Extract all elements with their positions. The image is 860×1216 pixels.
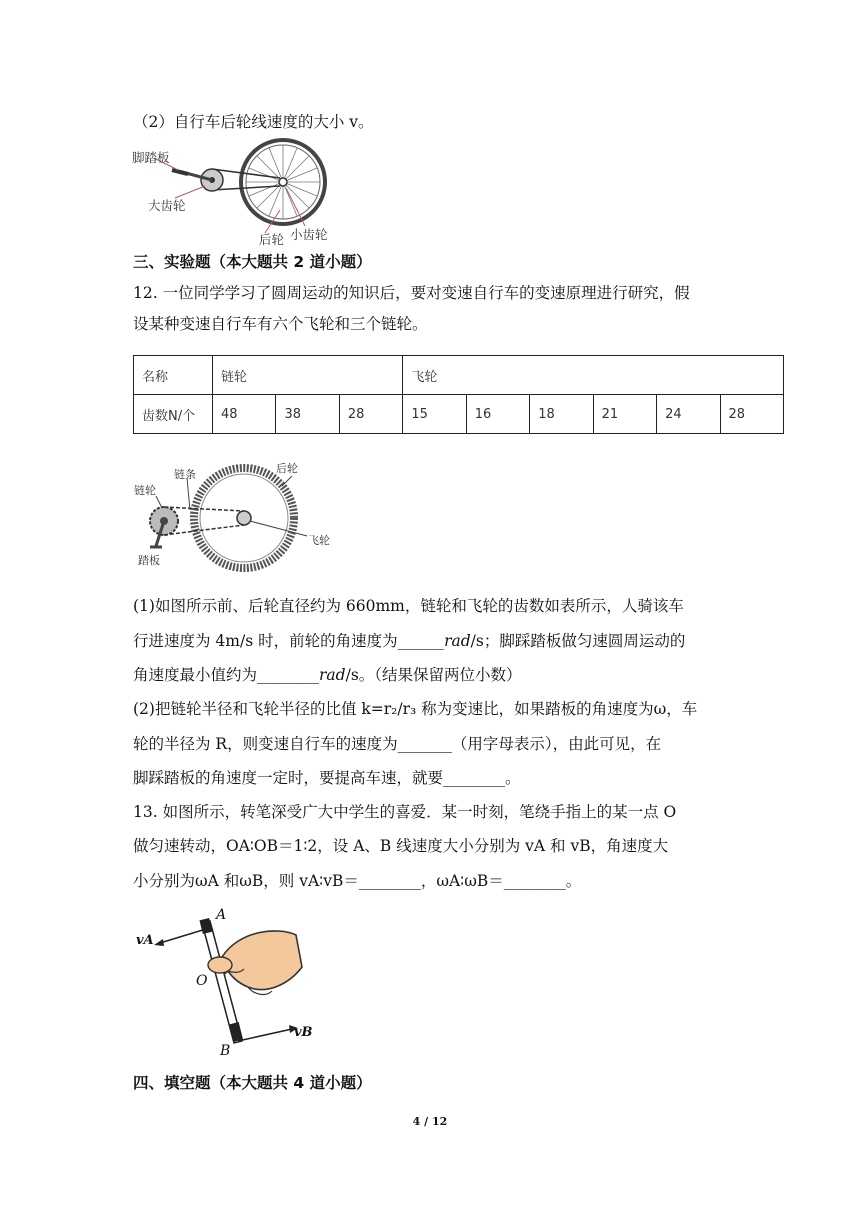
table-cell: 24 bbox=[657, 395, 720, 434]
bicycle-gear-figure bbox=[130, 138, 340, 248]
q13-line3: 小分别为ωA 和ωB，则 vA∶vB＝________，ωA∶ωB＝________。 bbox=[133, 872, 582, 890]
big-gear-label: 大齿轮 bbox=[148, 198, 186, 213]
point-o-label: O bbox=[196, 973, 208, 989]
table-header-row bbox=[134, 356, 784, 395]
q12-part2-line2: 轮的半径为 R，则变速自行车的速度为_______（用字母表示），由此可见，在 bbox=[133, 735, 662, 753]
q12-part1-line2 bbox=[133, 630, 685, 652]
velocity-a-label: vA bbox=[136, 933, 154, 948]
table-cell: 28 bbox=[339, 395, 402, 434]
q12-part1-line3-text-b: /s。（结果保留两位小数） bbox=[345, 666, 522, 684]
table-cell: 28 bbox=[720, 395, 784, 434]
chain-label: 链条 bbox=[174, 468, 196, 481]
velocity-b-label: vB bbox=[294, 1025, 313, 1040]
answer-blank: ______ bbox=[397, 632, 445, 650]
q13-line2: 做匀速转动，OA∶OB＝1∶2，设 A、B 线速度大小分别为 vA 和 vB，角速度大 bbox=[133, 837, 669, 855]
table-cell: 16 bbox=[466, 395, 529, 434]
table-cell: 21 bbox=[593, 395, 656, 434]
pen-spin-figure bbox=[130, 905, 330, 1065]
q12-part1-line2-text-a: 行进速度为 4m/s 时，前轮的角速度为 bbox=[133, 632, 398, 650]
header-chainring: 链轮 bbox=[213, 356, 403, 395]
q12-part1-line3-text-a: 角速度最小值约为 bbox=[133, 666, 258, 684]
small-gear-label: 小齿轮 bbox=[290, 227, 328, 242]
q12-part2-line1: (2)把链轮半径和飞轮半径的比值 k=r₂/r₃ 称为变速比，如果踏板的角速度为ω，车 bbox=[133, 700, 698, 718]
q12-line2: 设某种变速自行车有六个飞轮和三个链轮。 bbox=[133, 315, 428, 333]
table-cell: 38 bbox=[276, 395, 339, 434]
unit-rad: rad bbox=[444, 632, 471, 650]
chainring-label: 链轮 bbox=[134, 484, 156, 497]
q12-part2-line3: 脚踩踏板的角速度一定时，要提高车速，就要________。 bbox=[133, 769, 521, 787]
chain-drive-diagram bbox=[132, 458, 342, 573]
row-label: 齿数N/个 bbox=[134, 395, 213, 434]
q12-line1: 12. 一位同学学习了圆周运动的知识后，要对变速自行车的变速原理进行研究，假 bbox=[133, 284, 690, 302]
point-a-label: A bbox=[216, 907, 227, 923]
q12-part1-line1: (1)如图所示前、后轮直径约为 660mm，链轮和飞轮的齿数如表所示，人骑该车 bbox=[133, 597, 684, 615]
table-cell: 15 bbox=[403, 395, 466, 434]
unit-rad: rad bbox=[319, 666, 346, 684]
flywheel-label: 飞轮 bbox=[308, 534, 330, 547]
pedal-label: 脚踏板 bbox=[132, 150, 170, 165]
pedal-label-2: 踏板 bbox=[138, 554, 160, 567]
rear-wheel-label-2: 后轮 bbox=[276, 462, 298, 475]
q11-part2-text: （2）自行车后轮线速度的大小 v。 bbox=[133, 113, 374, 131]
section3-heading: 三、实验题（本大题共 2 道小题） bbox=[133, 253, 372, 271]
table-cell: 18 bbox=[530, 395, 593, 434]
page-number: 4 / 12 bbox=[412, 1115, 448, 1128]
section4-heading: 四、填空题（本大题共 4 道小题） bbox=[133, 1074, 372, 1092]
answer-blank: ________ bbox=[257, 666, 320, 684]
teeth-table bbox=[133, 355, 784, 434]
table-cell: 48 bbox=[213, 395, 276, 434]
header-name: 名称 bbox=[134, 356, 213, 395]
pen-spin-diagram bbox=[130, 905, 330, 1065]
header-flywheel: 飞轮 bbox=[403, 356, 784, 395]
q12-part1-line2-text-b: /s；脚踩踏板做匀速圆周运动的 bbox=[470, 632, 686, 650]
rear-wheel-label: 后轮 bbox=[259, 232, 285, 247]
q12-part1-line3 bbox=[133, 664, 522, 686]
point-b-label: B bbox=[220, 1043, 231, 1059]
chain-drive-figure bbox=[132, 458, 342, 573]
q13-line1: 13. 如图所示，转笔深受广大中学生的喜爱．某一时刻，笔绕手指上的某一点 O bbox=[133, 803, 677, 821]
table-row bbox=[134, 395, 784, 434]
